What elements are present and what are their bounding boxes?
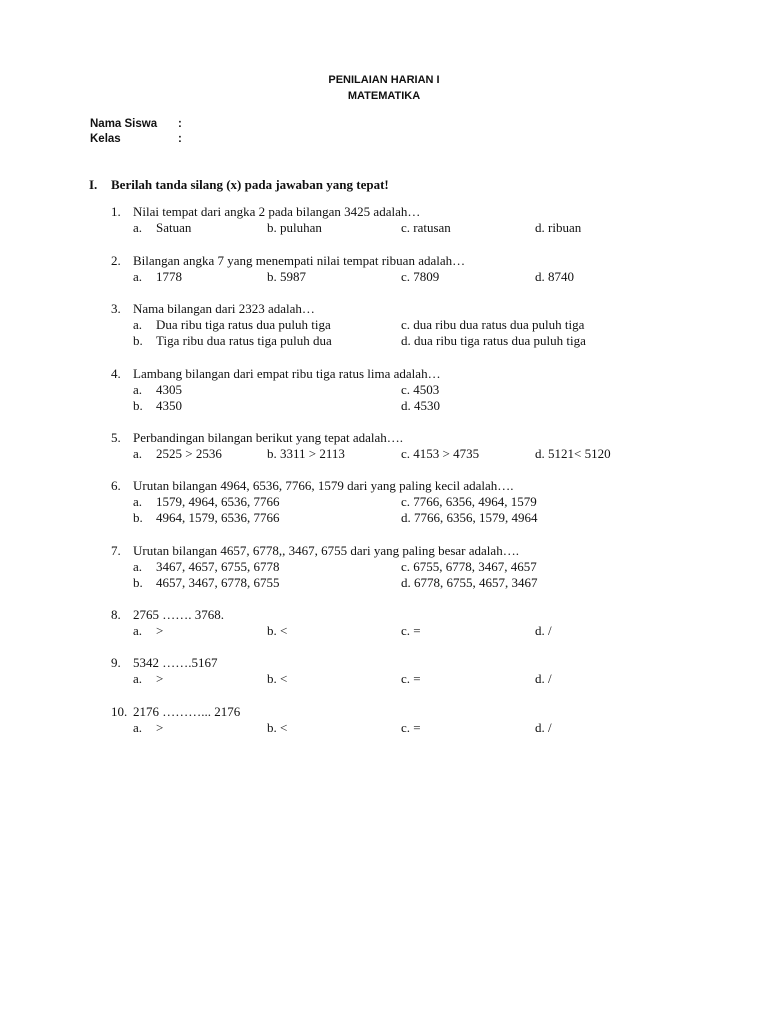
option-d: d. 7766, 6356, 1579, 4964 bbox=[401, 510, 538, 525]
option-c: c. dua ribu dua ratus dua puluh tiga bbox=[401, 317, 585, 332]
option-a: a. 1579, 4964, 6536, 7766 bbox=[133, 494, 280, 509]
option-b: b. 3311 > 2113 bbox=[267, 446, 345, 461]
option-a: a. 2525 > 2536 bbox=[133, 446, 222, 461]
option-b: b. < bbox=[267, 720, 288, 735]
option-a: a. > bbox=[133, 671, 164, 686]
option-a: a. Satuan bbox=[133, 220, 192, 235]
section-number: I. bbox=[89, 177, 98, 192]
section-heading bbox=[89, 177, 389, 193]
option-c: c. = bbox=[401, 623, 421, 638]
option-a: a. Dua ribu tiga ratus dua puluh tiga bbox=[133, 317, 331, 332]
option-d: d. / bbox=[535, 623, 552, 638]
option-a: a. 4305 bbox=[133, 382, 182, 397]
option-c: c. = bbox=[401, 671, 421, 686]
option-b: b. puluhan bbox=[267, 220, 322, 235]
question-number: 3. bbox=[111, 301, 121, 316]
question-9 bbox=[111, 655, 671, 687]
question-10 bbox=[111, 704, 671, 736]
page-subtitle: MATEMATIKA bbox=[347, 90, 421, 102]
option-b: b. 5987 bbox=[267, 269, 306, 284]
field-separator: : bbox=[178, 118, 182, 130]
option-c: c. 4153 > 4735 bbox=[401, 446, 480, 461]
field-separator: : bbox=[178, 133, 182, 145]
option-d: d. / bbox=[535, 720, 552, 735]
question-text: Nama bilangan dari 2323 adalah… bbox=[133, 301, 315, 316]
option-c: c. 6755, 6778, 3467, 4657 bbox=[401, 559, 537, 574]
question-number: 1. bbox=[111, 204, 121, 219]
option-b: b. 4964, 1579, 6536, 7766 bbox=[133, 510, 280, 525]
field-kelas bbox=[90, 133, 182, 145]
question-number: 6. bbox=[111, 478, 121, 493]
option-c: c. ratusan bbox=[401, 220, 451, 235]
option-b: b. 4350 bbox=[133, 398, 182, 413]
question-text: 2176 ………... 2176 bbox=[133, 704, 241, 719]
option-d: d. 5121< 5120 bbox=[535, 446, 611, 461]
option-a: a. 1778 bbox=[133, 269, 182, 284]
option-d: d. 4530 bbox=[401, 398, 440, 413]
option-b: b. < bbox=[267, 671, 288, 686]
option-c: c. 4503 bbox=[401, 382, 440, 397]
question-number: 5. bbox=[111, 430, 121, 445]
question-text: 2765 ……. 3768. bbox=[133, 607, 224, 622]
question-text: Urutan bilangan 4657, 6778,, 3467, 6755 dari yang paling besar adalah…. bbox=[133, 543, 519, 558]
option-d: d. 6778, 6755, 4657, 3467 bbox=[401, 575, 538, 590]
question-6 bbox=[111, 478, 671, 526]
question-text: Perbandingan bilangan berikut yang tepat adalah…. bbox=[133, 430, 404, 445]
option-d: d. / bbox=[535, 671, 552, 686]
section-instruction: Berilah tanda silang (x) pada jawaban yang tepat! bbox=[111, 177, 389, 192]
question-5 bbox=[111, 430, 671, 462]
question-8 bbox=[111, 607, 671, 639]
page-title: PENILAIAN HARIAN I bbox=[328, 74, 440, 86]
option-a: a. 3467, 4657, 6755, 6778 bbox=[133, 559, 280, 574]
question-number: 9. bbox=[111, 655, 121, 670]
option-b: b. 4657, 3467, 6778, 6755 bbox=[133, 575, 280, 590]
question-number: 10. bbox=[111, 704, 128, 719]
field-nama-siswa bbox=[90, 118, 182, 130]
question-number: 4. bbox=[111, 366, 121, 381]
option-c: c. 7766, 6356, 4964, 1579 bbox=[401, 494, 537, 509]
option-b: b. Tiga ribu dua ratus tiga puluh dua bbox=[133, 333, 332, 348]
field-label: Nama Siswa bbox=[90, 118, 158, 130]
field-label: Kelas bbox=[90, 133, 121, 145]
question-1 bbox=[111, 204, 671, 236]
question-number: 2. bbox=[111, 253, 121, 268]
question-number: 8. bbox=[111, 607, 121, 622]
option-d: d. dua ribu tiga ratus dua puluh tiga bbox=[401, 333, 586, 348]
question-text: 5342 …….5167 bbox=[133, 655, 218, 670]
option-d: d. ribuan bbox=[535, 220, 582, 235]
option-a: a. > bbox=[133, 720, 164, 735]
question-text: Nilai tempat dari angka 2 pada bilangan 3425 adalah… bbox=[133, 204, 421, 219]
question-number: 7. bbox=[111, 543, 121, 558]
question-2 bbox=[111, 253, 671, 285]
question-3 bbox=[111, 301, 671, 349]
option-b: b. < bbox=[267, 623, 288, 638]
option-c: c. 7809 bbox=[401, 269, 440, 284]
question-4 bbox=[111, 366, 671, 414]
question-text: Urutan bilangan 4964, 6536, 7766, 1579 dari yang paling kecil adalah…. bbox=[133, 478, 514, 493]
question-text: Lambang bilangan dari empat ribu tiga ratus lima adalah… bbox=[133, 366, 441, 381]
option-d: d. 8740 bbox=[535, 269, 574, 284]
question-7 bbox=[111, 543, 671, 591]
option-c: c. = bbox=[401, 720, 421, 735]
question-text: Bilangan angka 7 yang menempati nilai tempat ribuan adalah… bbox=[133, 253, 466, 268]
option-a: a. > bbox=[133, 623, 164, 638]
